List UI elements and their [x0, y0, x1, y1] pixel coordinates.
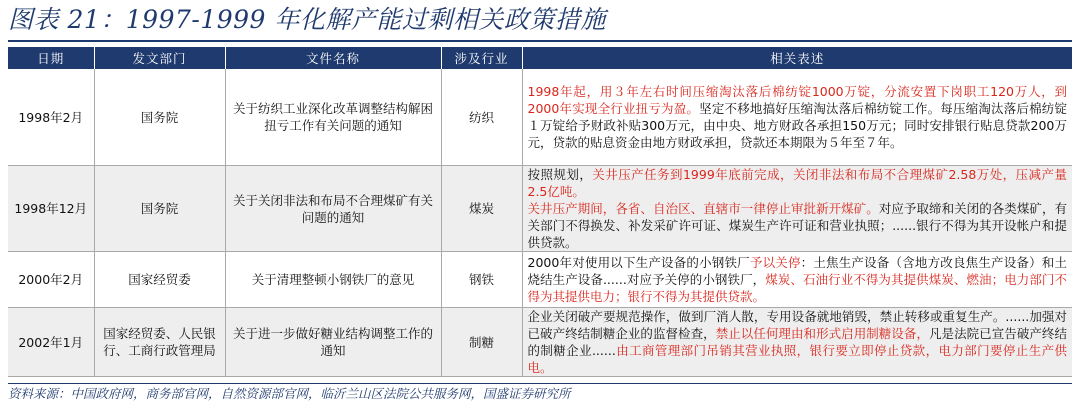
desc-highlight: 禁止以任何理由和形式启用制糖设备， [715, 326, 929, 341]
row-document: 关于纺织工业深化改革调整结构解困扭亏工作有关问题的通知 [225, 69, 441, 166]
row-date: 2000年2月 [8, 252, 94, 308]
row-document: 关于进一步做好糖业结构调整工作的通知 [225, 308, 441, 377]
desc-highlight: 1998年起，用３年左右时间压缩淘汰落后棉纺锭1000万锭，分流安置下岗职工120万人，到2000年实现全行业扭亏为盈。 [527, 84, 1067, 116]
title-divider [8, 40, 1072, 42]
header-industry: 涉及行业 [441, 47, 522, 69]
row-department: 国家经贸委 [94, 252, 225, 308]
table-header-row [8, 47, 1072, 69]
row-date: 1998年2月 [8, 69, 94, 166]
table-row [8, 308, 1072, 377]
policy-table [8, 47, 1072, 377]
table-row [8, 252, 1072, 308]
desc-highlight: 煤炭、石油行业不得为其提供煤炭、燃油；电力部门不得为其提供电力；银行不得为其提供贷款。 [527, 272, 1067, 304]
row-description [522, 252, 1072, 308]
row-description [522, 166, 1072, 252]
row-description [522, 308, 1072, 377]
desc-highlight: 由工商管理部门吊销其营业执照，银行要立即停止贷款，电力部门要停止生产供电。 [527, 343, 1067, 375]
row-department: 国家经贸委、人民银行、工商行政管理局 [94, 308, 225, 377]
table-row [8, 69, 1072, 166]
table-row [8, 166, 1072, 252]
row-industry: 纺织 [441, 69, 522, 166]
row-date: 1998年12月 [8, 166, 94, 252]
header-department: 发文部门 [94, 47, 225, 69]
desc-text: 坚定不移地搞好压缩淘汰落后棉纺锭工作。每压缩淘汰落后棉纺锭１万锭给予财政补贴300万元，由中央、地方财政各承担150万元；同时安排银行贴息贷款200万元，贷款的贴息资金由地方财政承担，贷款还本期限为５年至７年。 [527, 101, 1067, 150]
desc-highlight: 关井压产任务到1999年底前完成，关闭非法和布局不合理煤矿2.58万处，压减产量2.5亿吨。 [527, 167, 1067, 199]
desc-highlight: 予以关停 [749, 255, 801, 270]
header-description: 相关表述 [522, 47, 1072, 69]
row-document: 关于清理整顿小钢铁厂的意见 [225, 252, 441, 308]
desc-text: 企业关闭破产要规范操作，做到厂消人散，专用设备就地销毁，禁止转移或重复生产。......加强对已破产终结制糖企业的监督检查， [527, 309, 1067, 341]
row-industry: 钢铁 [441, 252, 522, 308]
header-date: 日期 [8, 47, 94, 69]
desc-text: ：土焦生产设备（含地方改良焦生产设备）和土烧结生产设备......对应予关停的小钢铁厂， [527, 255, 1067, 287]
figure-title: 图表 21：1997-1999 年化解产能过剩相关政策措施 [8, 5, 606, 34]
desc-text: 对应予取缔和关闭的各类煤矿，有关部门不得换发、补发采矿许可证、煤炭生产许可证和营业执照；......银行不得为其开设帐户和提供贷款。 [527, 201, 1067, 250]
source-note: 资料来源：中国政府网，商务部官网，自然资源部官网，临沂兰山区法院公共服务网，国盛证券研究所 [8, 383, 1072, 406]
row-department: 国务院 [94, 166, 225, 252]
desc-text: 凡是法院已宣告破产终结的制糖企业...... [527, 326, 1067, 358]
row-description [522, 69, 1072, 166]
row-industry: 制糖 [441, 308, 522, 377]
header-document: 文件名称 [225, 47, 441, 69]
row-date: 2002年1月 [8, 308, 94, 377]
desc-highlight: 关井压产期间，各省、自治区、直辖市一律停止审批新开煤矿。 [527, 201, 879, 216]
row-department: 国务院 [94, 69, 225, 166]
row-document: 关于关闭非法和布局不合理煤矿有关问题的通知 [225, 166, 441, 252]
row-industry: 煤炭 [441, 166, 522, 252]
desc-text: 2000年对使用以下生产设备的小钢铁厂 [527, 255, 750, 270]
desc-text: 按照规划， [527, 167, 593, 182]
